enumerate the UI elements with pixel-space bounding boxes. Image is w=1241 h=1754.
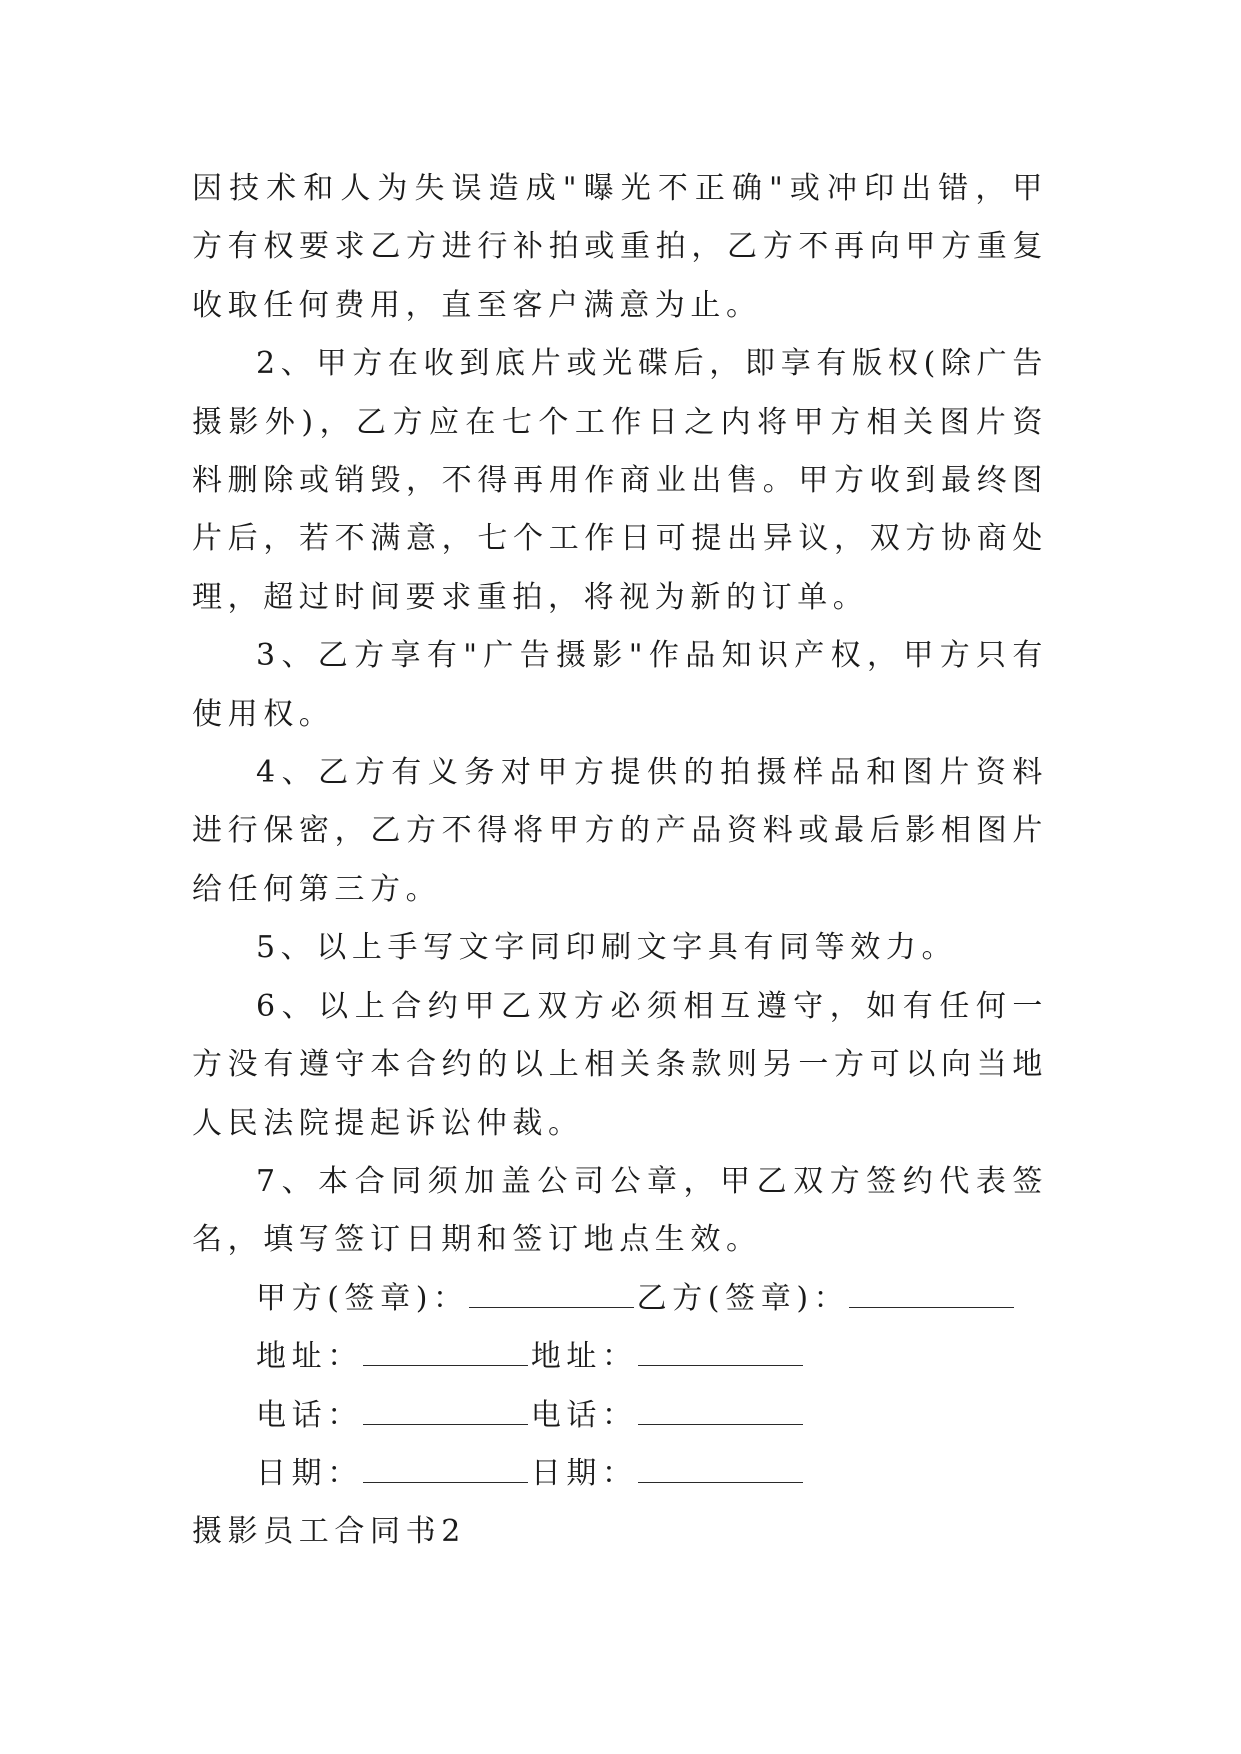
date-a-blank — [363, 1458, 528, 1483]
clause-3: 3、乙方享有"广告摄影"作品知识产权，甲方只有使用权。 — [192, 638, 1048, 732]
address-a-label: 地址： — [256, 1339, 363, 1375]
phone-b-label: 电话： — [530, 1397, 638, 1433]
party-b-seal-blank — [849, 1283, 1014, 1308]
signature-block — [192, 1270, 1048, 1504]
paragraph-continuation: 因技术和人为失误造成"曝光不正确"或冲印出错，甲方有权要求乙方进行补拍或重拍，乙方不再向甲方重复收取任何费用，直至客户满意为止。 — [192, 171, 1048, 323]
address-b-label: 地址： — [530, 1339, 638, 1375]
next-section-title: 摄影员工合同书2 — [192, 1514, 466, 1550]
date-b-blank — [638, 1458, 803, 1483]
party-a-seal-label: 甲方(签章)： — [256, 1280, 469, 1316]
date-row — [192, 1445, 1048, 1503]
address-b-blank — [638, 1341, 803, 1366]
party-a-seal-blank — [469, 1283, 634, 1308]
party-b-seal-label: 乙方(签章)： — [636, 1280, 850, 1316]
phone-a-label: 电话： — [256, 1397, 363, 1433]
date-b-label: 日期： — [530, 1455, 638, 1491]
address-a-blank — [363, 1341, 528, 1366]
clause-5: 5、以上手写文字同印刷文字具有同等效力。 — [256, 930, 958, 966]
date-a-label: 日期： — [256, 1455, 363, 1491]
clause-2: 2、甲方在收到底片或光碟后，即享有版权(除广告摄影外)，乙方应在七个工作日之内将甲方相关图片资料删除或销毁，不得再用作商业出售。甲方收到最终图片后，若不满意，七个工作日可提出异议，双方协商处理，超过时间要求重拍，将视为新的订单。 — [192, 346, 1048, 615]
seal-row — [192, 1270, 1048, 1328]
clause-7: 7、本合同须加盖公司公章，甲乙双方签约代表签名，填写签订日期和签订地点生效。 — [192, 1163, 1048, 1258]
phone-a-blank — [363, 1400, 528, 1425]
phone-row — [192, 1387, 1048, 1445]
address-row — [192, 1328, 1048, 1386]
document-page — [192, 160, 1048, 1562]
clause-6: 6、以上合约甲乙双方必须相互遵守，如有任何一方没有遵守本合约的以上相关条款则另一方可以向当地人民法院提起诉讼仲裁。 — [192, 988, 1048, 1141]
clause-4: 4、乙方有义务对甲方提供的拍摄样品和图片资料进行保密，乙方不得将甲方的产品资料或最后影相图片给任何第三方。 — [192, 755, 1048, 907]
phone-b-blank — [638, 1400, 803, 1425]
